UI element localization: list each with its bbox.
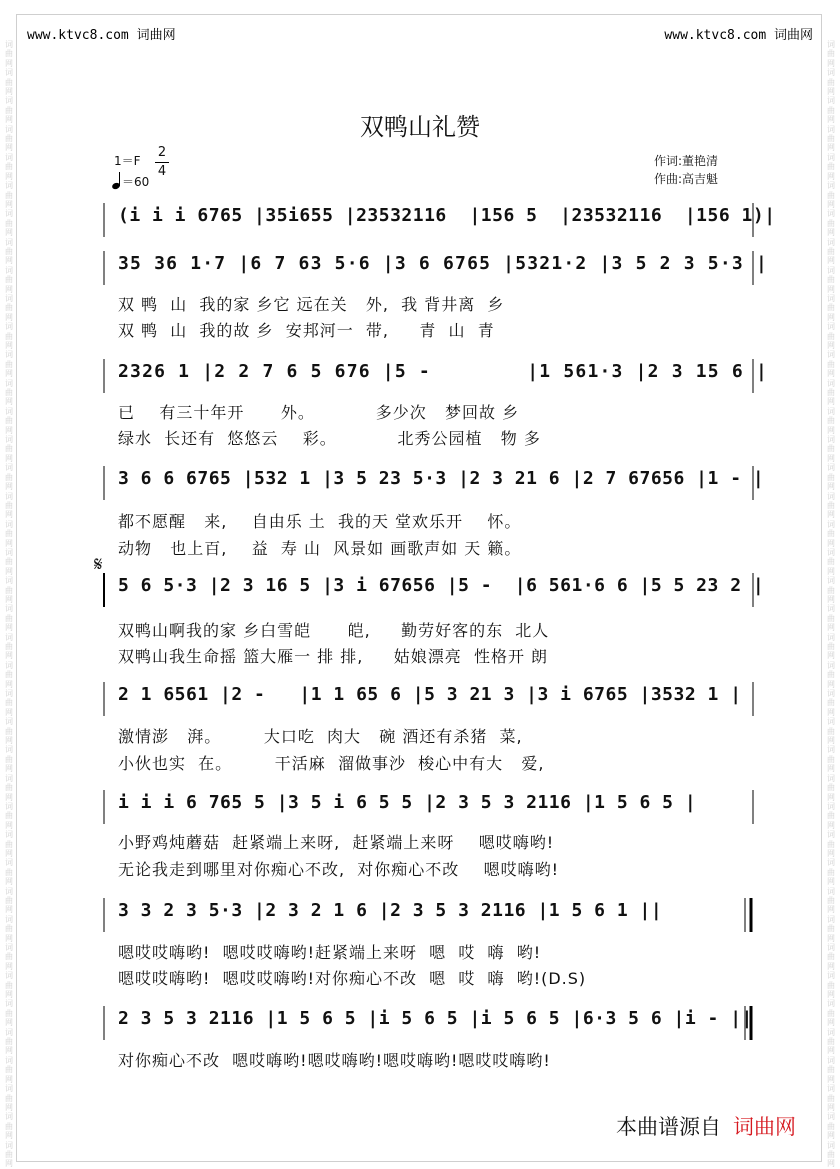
lyric-line: 已 有三十年开 外。 多少次 梦回故 乡: [118, 403, 520, 422]
side-watermark-left: 词曲网词曲网词曲网词曲网词曲网词曲网词曲网词曲网词曲网词曲网词曲网词曲网词曲网词曲网词曲网词曲网词曲网词曲网词曲网词曲网词曲网词曲网词曲网词曲网词曲网词曲网词曲网词曲网词曲网词曲网词曲网词曲网词曲网词曲网词曲网词曲网词曲网词曲网词曲网词曲网: [5, 40, 13, 1169]
score-row-6: [104, 680, 754, 720]
score-row-7: [104, 788, 754, 828]
notation-row: 2 3 5 3 2116 |1 5 6 5 |i 5 6 5 |i 5 6 5 |6·3 5 6 |i - ||: [118, 1008, 753, 1029]
lyric-line: 小野鸡炖蘑菇 赶紧端上来呀, 赶紧端上来呀 嗯哎嗨哟!: [118, 833, 555, 852]
tempo-marking: [112, 172, 149, 190]
composer-credit: 作曲:高吉魁: [654, 172, 719, 186]
notation-row: 3 3 2 3 5·3 |2 3 2 1 6 |2 3 5 3 2116 |1 5 6 1 ||: [118, 900, 663, 921]
score-row-8: [104, 896, 754, 936]
lyric-line: 都不愿醒 来, 自由乐 土 我的天 堂欢乐开 怀。: [118, 512, 522, 531]
segno-sign-icon: 𝄋: [94, 552, 103, 576]
score-row-1: [104, 201, 776, 241]
score-row-4: [104, 464, 765, 504]
notation-row: 35 36 1·7 |6 7 63 5·6 |3 6 6765 |5321·2 |3 5 2 3 5·3 |: [118, 253, 768, 274]
lyric-line: 无论我走到哪里对你痴心不改, 对你痴心不改 嗯哎嗨哟!: [118, 860, 560, 879]
lyric-line: 对你痴心不改 嗯哎嗨哟!嗯哎嗨哟!嗯哎嗨哟!嗯哎哎嗨哟!: [118, 1051, 551, 1070]
lyric-line: 小伙也实 在。 干活麻 溜做事沙 梭心中有大 爱,: [118, 754, 545, 773]
footer-source-label: 本曲谱源自: [616, 1115, 721, 1139]
lyric-line: 动物 也上百, 益 寿 山 风景如 画歌声如 天 籁。: [118, 539, 522, 558]
time-signature-bottom: 4: [157, 164, 167, 179]
quarter-note-icon: [112, 172, 122, 190]
site-link-right[interactable]: www.ktvc8.com 词曲网: [664, 28, 813, 43]
notation-row: 5 6 5·3 |2 3 16 5 |3 i 67656 |5 - |6 561·6 6 |5 5 23 2 |: [118, 575, 765, 596]
lyric-line: 激情澎 湃。 大口吃 肉大 碗 酒还有杀猪 菜,: [118, 727, 523, 746]
notation-row: 3 6 6 6765 |532 1 |3 5 23 5·3 |2 3 21 6 |2 7 67656 |1 - |: [118, 468, 765, 489]
lyric-line: 双 鸭 山 我的家 乡它 远在关 外, 我 背井离 乡: [118, 295, 505, 314]
score-row-2: [104, 249, 768, 289]
lyricist-credit: 作词:董艳清: [654, 154, 719, 168]
notation-row: 2 1 6561 |2 - |1 1 65 6 |5 3 21 3 |3 i 6765 |3532 1 |: [118, 684, 742, 705]
lyric-line: 绿水 长还有 悠悠云 彩。 北秀公园植 物 多: [118, 429, 541, 448]
side-watermark-right: 词曲网词曲网词曲网词曲网词曲网词曲网词曲网词曲网词曲网词曲网词曲网词曲网词曲网词曲网词曲网词曲网词曲网词曲网词曲网词曲网词曲网词曲网词曲网词曲网词曲网词曲网词曲网词曲网词曲网词曲网词曲网词曲网词曲网词曲网词曲网词曲网词曲网词曲网词曲网词曲网: [827, 40, 835, 1169]
lyric-line: 双 鸭 山 我的故 乡 安邦河一 带, 青 山 青: [118, 321, 495, 340]
lyric-line: 嗯哎哎嗨哟! 嗯哎哎嗨哟!对你痴心不改 嗯 哎 嗨 哟!(D.S): [118, 969, 587, 988]
time-signature-top: 2: [155, 144, 169, 163]
time-signature: [155, 144, 169, 181]
score-row-3: [104, 357, 768, 397]
tempo-value: ＝60: [122, 175, 150, 189]
footer-brand-link[interactable]: 词曲网: [733, 1115, 796, 1139]
lyric-line: 嗯哎哎嗨哟! 嗯哎哎嗨哟!赶紧端上来呀 嗯 哎 嗨 哟!: [118, 943, 542, 962]
notation-row: (i i i 6765 |35i655 |23532116 |156 5 |23532116 |156 1)|: [118, 205, 776, 226]
notation-row: 2326 1 |2 2 7 6 5 676 |5 - |1 561·3 |2 3 15 6 |: [118, 361, 768, 382]
score-row-5: [104, 571, 765, 611]
notation-row: i i i 6 765 5 |3 5 i 6 5 5 |2 3 5 3 2116 |1 5 6 5 |: [118, 792, 697, 813]
score-row-9: [104, 1004, 754, 1044]
lyric-line: 双鸭山我生命摇 篮大雁一 排 排, 姑娘漂亮 性格开 朗: [118, 647, 549, 666]
footer-source: [616, 1111, 796, 1141]
key-signature: 1＝F: [114, 154, 141, 168]
site-link-left[interactable]: www.ktvc8.com 词曲网: [27, 28, 176, 43]
song-title: 双鸭山礼赞: [360, 113, 480, 141]
lyric-line: 双鸭山啊我的家 乡白雪皑 皑, 勤劳好客的东 北人: [118, 621, 550, 640]
